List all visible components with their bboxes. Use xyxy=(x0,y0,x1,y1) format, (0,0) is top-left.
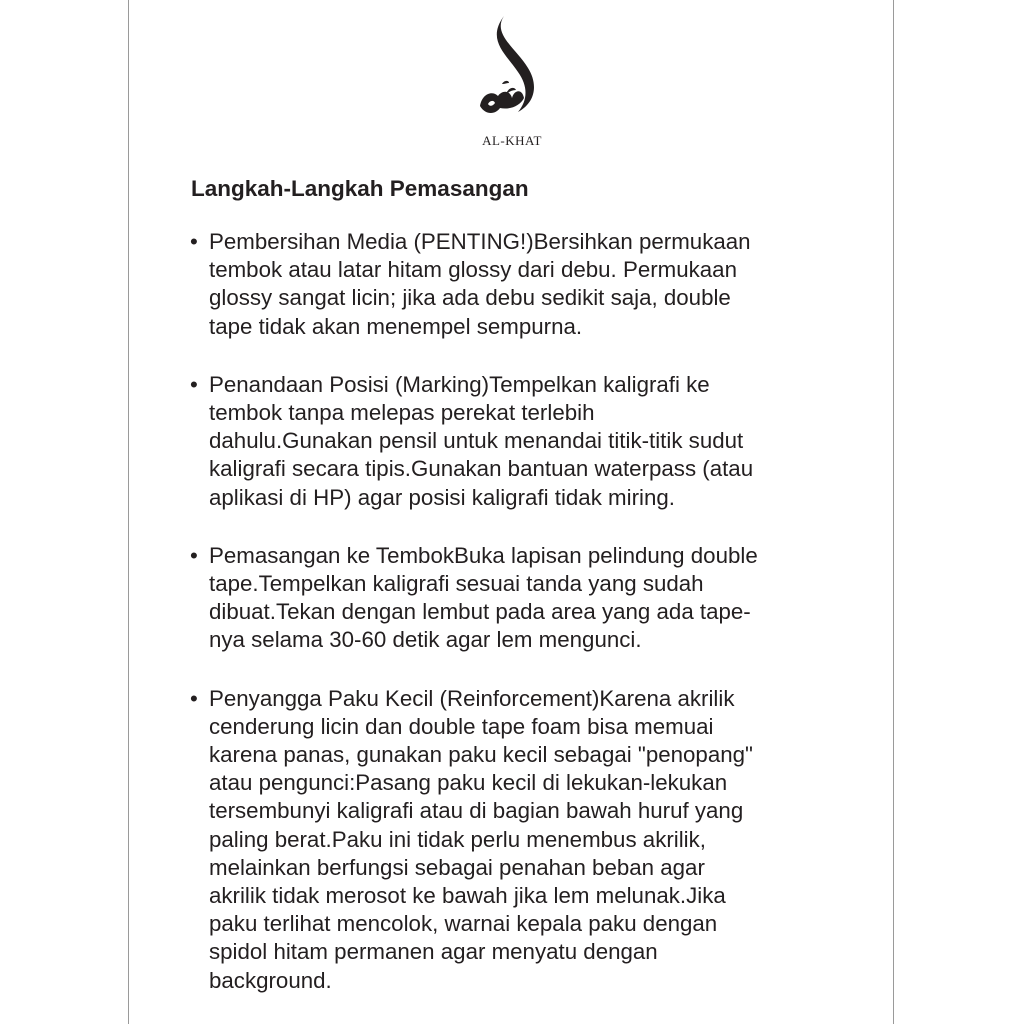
list-item xyxy=(180,685,860,995)
step-text-line: paku terlihat mencolok, warnai kepala paku dengan xyxy=(209,911,718,937)
list-item xyxy=(180,228,860,341)
step-text-line: glossy sangat licin; jika ada debu sedikit saja, double xyxy=(209,285,731,311)
arabic-calligraphy-logo-icon xyxy=(462,10,562,128)
bullet-icon: • xyxy=(190,371,198,397)
step-text-line: kaligrafi secara tipis.Gunakan bantuan waterpass (atau xyxy=(209,456,754,482)
step-text-line: atau pengunci:Pasang paku kecil di lekukan-lekukan xyxy=(209,770,728,796)
step-text-line: cenderung licin dan double tape foam bisa memuai xyxy=(209,713,714,739)
step-text-line: paling berat.Paku ini tidak perlu menembus akrilik, xyxy=(209,826,706,852)
step-text-line: Pemasangan ke TembokBuka lapisan pelindung double xyxy=(209,542,758,568)
installation-steps-list xyxy=(180,228,860,1024)
step-text-line: Penyangga Paku Kecil (Reinforcement)Karena akrilik xyxy=(209,685,735,711)
bullet-icon: • xyxy=(190,229,198,254)
step-text-line: melainkan berfungsi sebagai penahan beban agar xyxy=(209,854,705,880)
brand-logo xyxy=(462,10,562,152)
step-text-line: akrilik tidak merosot ke bawah jika lem melunak.Jika xyxy=(209,883,726,909)
step-text-line: background. xyxy=(209,967,332,993)
step-text-line: Penandaan Posisi (Marking)Tempelkan kaligrafi ke xyxy=(209,371,710,397)
step-text-line: dahulu.Gunakan pensil untuk menandai titik-titik sudut xyxy=(209,428,744,454)
list-item xyxy=(180,542,860,655)
step-text-line: Pembersihan Media (PENTING!)Bersihkan permukaan xyxy=(209,229,751,254)
step-text-line: spidol hitam permanen agar menyatu dengan xyxy=(209,939,658,965)
step-text-line: tape.Tempelkan kaligrafi sesuai tanda yang sudah xyxy=(209,571,704,597)
step-text-line: aplikasi di HP) agar posisi kaligrafi tidak miring. xyxy=(209,484,675,510)
page-title: Langkah-Langkah Pemasangan xyxy=(191,176,529,201)
step-text-line: tersembunyi kaligrafi atau di bagian bawah huruf yang xyxy=(209,798,744,824)
brand-name: AL-KHAT xyxy=(482,133,542,148)
step-text-line: karena panas, gunakan paku kecil sebagai "penopang" xyxy=(209,742,753,768)
step-text-line: tembok atau latar hitam glossy dari debu. Permukaan xyxy=(209,257,737,283)
step-text-line: tape tidak akan menempel sempurna. xyxy=(209,313,583,339)
list-item xyxy=(180,371,860,512)
bullet-icon: • xyxy=(190,542,198,568)
step-text-line: dibuat.Tekan dengan lembut pada area yang ada tape- xyxy=(209,599,751,625)
step-text-line: tembok tanpa melepas perekat terlebih xyxy=(209,400,595,426)
step-text-line: nya selama 30-60 detik agar lem mengunci. xyxy=(209,627,642,653)
bullet-icon: • xyxy=(190,685,198,711)
